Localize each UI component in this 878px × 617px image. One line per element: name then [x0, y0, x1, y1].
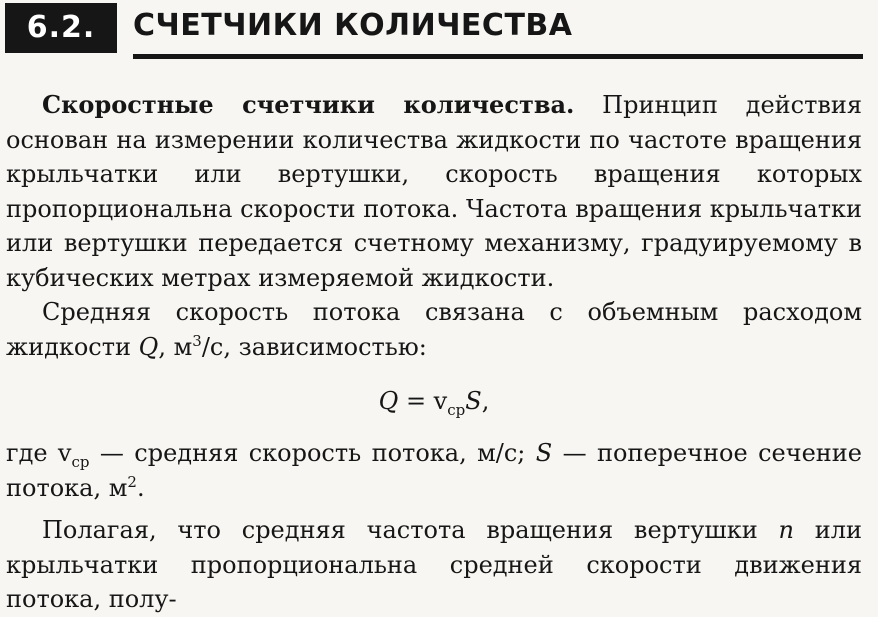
paragraph-lead: Скоростные счетчики количества.	[42, 90, 575, 119]
text-fragment: /с, зависимостью:	[201, 332, 427, 361]
text-fragment: .	[136, 473, 145, 502]
formula-tail: ,	[481, 387, 490, 415]
text-fragment: — поперечное сечение потока, м	[6, 439, 862, 502]
text-fragment: или крыльчатки пропорциональна средней скорости движения потока, полу-	[6, 516, 862, 613]
text-fragment: Полагая, что средняя частота вращения вертушки	[42, 516, 779, 544]
paragraph-definitions	[6, 436, 862, 505]
section-title: СЧЕТЧИКИ КОЛИЧЕСТВА	[133, 8, 573, 43]
formula-subscript: ср	[447, 400, 466, 419]
title-underline	[133, 54, 863, 59]
paragraph-rotation	[6, 513, 862, 617]
formula-eq: = v	[398, 387, 448, 415]
subscript: ср	[71, 452, 90, 471]
paragraph-text: Принцип действия основан на измерении количества жидкости по частоте вращения крыльчатки или вертушки, скорость вращения которых пропорциональна скорости потока. Частота вращения крыльчатки или вертушки передается счетному механизму, градуируемому в кубических метрах измеряемой жидкости.	[6, 91, 863, 292]
variable-q: Q	[138, 332, 159, 361]
variable-n: n	[778, 516, 794, 544]
text-fragment: Средняя скорость потока связана с объемным расходом жидкости	[6, 298, 862, 361]
variable-s: S	[535, 439, 553, 467]
formula	[6, 378, 862, 424]
text-fragment: , м	[158, 332, 193, 361]
paragraph-speed-counters	[6, 88, 862, 295]
superscript: 2	[127, 472, 137, 491]
paragraph-flow-velocity	[6, 295, 862, 364]
body-text	[6, 88, 862, 617]
section-header	[0, 0, 878, 60]
text-fragment: где v	[6, 439, 72, 467]
text-fragment: — средняя скорость потока, м/с;	[89, 439, 536, 467]
formula-lhs: Q	[378, 387, 399, 415]
superscript: 3	[192, 331, 202, 350]
formula-rhs: S	[465, 387, 482, 415]
section-number: 6.2.	[5, 3, 117, 53]
